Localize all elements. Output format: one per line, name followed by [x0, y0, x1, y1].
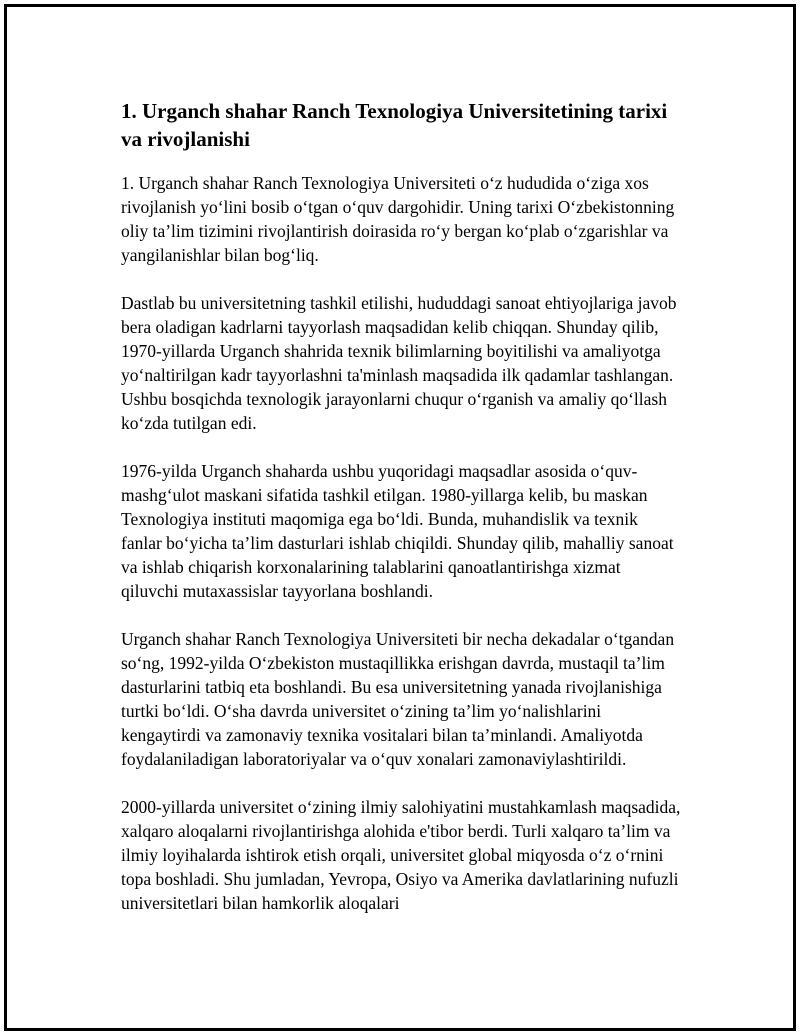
- document-title: 1. Urganch shahar Ranch Texnologiya Universitetining tarixi va rivojlanishi: [121, 99, 668, 151]
- paragraph-3: 1976-yilda Urganch shaharda ushbu yuqoridagi maqsadlar asosida o‘quv-mashg‘ulot maskani sifatida tashkil etilgan. 1980-yillarga kelib, bu maskan Texnologiya instituti maqomiga ega bo‘ldi. Bunda, muhandislik va texnik fanlar bo‘yicha ta’lim dasturlari ishlab chiqildi. Shunday qilib, mahalliy sanoat va ishlab chiqarish korxonalarining talablarini qanoatlantirishga xizmat qiluvchi mutaxassislar tayyorlana boshlandi.: [121, 461, 674, 601]
- paragraph-5: 2000-yillarda universitet o‘zining ilmiy salohiyatini mustahkamlash maqsadida, xalqaro aloqalarni rivojlantirishga alohida e'tibor berdi. Turli xalqaro ta’lim va ilmiy loyihalarda ishtirok etish orqali, universitet global miqyosda o‘z o‘rnini topa boshladi. Shu jumladan, Yevropa, Osiyo va Amerika davlatlarining nufuzli universitetlari bilan hamkorlik aloqalari: [121, 797, 681, 913]
- paragraph-4: Urganch shahar Ranch Texnologiya Universiteti bir necha dekadalar o‘tgandan so‘ng, 1992-yilda O‘zbekiston mustaqillikka erishgan davrda, mustaqil ta’lim dasturlarini tatbiq eta boshlandi. Bu esa universitetning yanada rivojlanishiga turtki bo‘ldi. O‘sha davrda universitet o‘zining ta’lim yo‘nalishlarini kengaytirdi va zamonaviy texnika vositalari bilan ta’minlandi. Amaliyotda foydalaniladigan laboratoriyalar va o‘quv xonalari zamonaviylashtirildi.: [121, 629, 675, 769]
- document-body: [121, 97, 681, 939]
- paragraph-2: Dastlab bu universitetning tashkil etilishi, hududdagi sanoat ehtiyojlariga javob bera oladigan kadrlarni tayyorlash maqsadidan kelib chiqqan. Shunday qilib, 1970-yillarda Urganch shahrida texnik bilimlarning boyitilishi va amaliyotga yo‘naltirilgan kadr tayyorlashni ta'minlash maqsadida ilk qadamlar tashlangan. Ushbu bosqichda texnologik jarayonlarni chuqur o‘rganish va amaliy qo‘llash ko‘zda tutilgan edi.: [121, 293, 677, 433]
- document-page: [4, 4, 796, 1031]
- paragraph-1: 1. Urganch shahar Ranch Texnologiya Universiteti o‘z hududida o‘ziga xos rivojlanish yo‘lini bosib o‘tgan o‘quv dargohidir. Uning tarixi O‘zbekistonning oliy ta’lim tizimini rivojlantirish doirasida ro‘y bergan ko‘plab o‘zgarishlar va yangilanishlar bilan bog‘liq.: [121, 173, 675, 265]
